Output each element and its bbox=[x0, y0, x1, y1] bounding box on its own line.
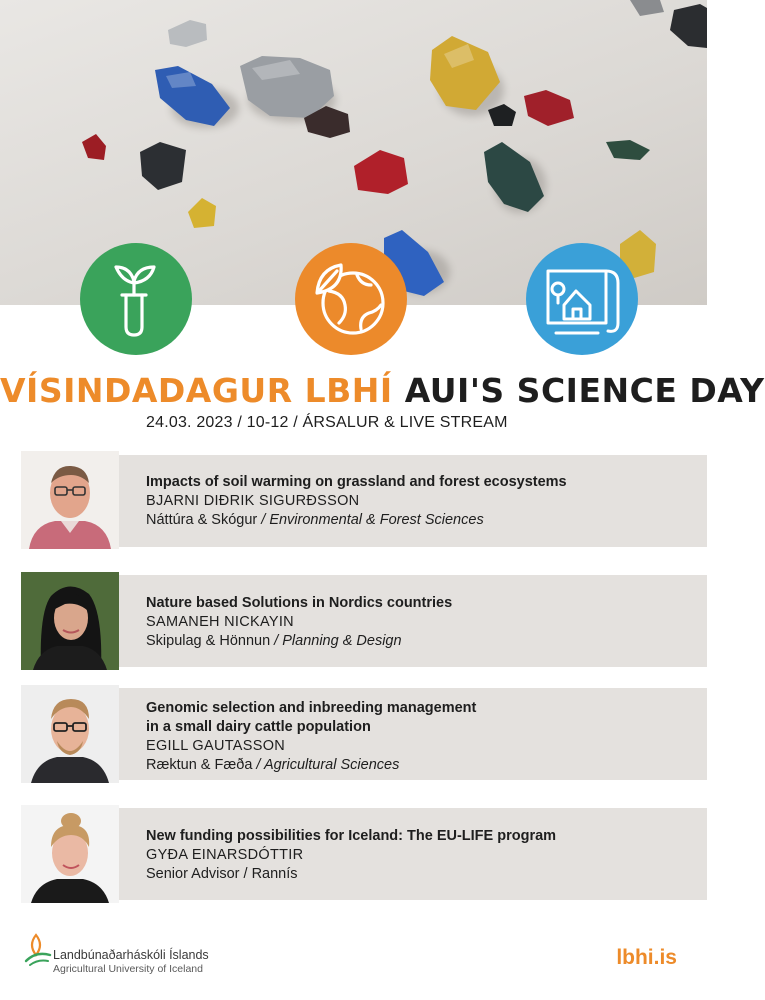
university-name-en: Agricultural University of Iceland bbox=[53, 963, 203, 975]
talk-title-line-2: in a small dairy cattle population bbox=[146, 719, 371, 735]
stone-red-2 bbox=[354, 150, 408, 194]
university-logo-icon bbox=[22, 931, 52, 971]
stone-blue bbox=[155, 66, 230, 126]
website-link[interactable]: lbhi.is bbox=[616, 946, 677, 969]
speaker-department: Ræktun & Fæða / Agricultural Sciences bbox=[146, 757, 400, 773]
speaker-name: BJARNI DIÐRIK SIGURÐSSON bbox=[146, 493, 360, 509]
stone-black bbox=[140, 142, 186, 190]
stone-red-small bbox=[82, 134, 106, 160]
talk-title: Nature based Solutions in Nordics countries bbox=[146, 595, 453, 611]
talk-title: Impacts of soil warming on grassland and forest ecosystems bbox=[146, 474, 567, 490]
leaf-globe-icon bbox=[295, 243, 407, 355]
title-english: AUI'S SCIENCE DAY bbox=[404, 371, 765, 410]
stone-green bbox=[484, 142, 544, 212]
speaker-photo bbox=[21, 685, 119, 783]
page-title bbox=[0, 371, 765, 411]
talk-title: New funding possibilities for Iceland: The EU-LIFE program bbox=[146, 828, 557, 844]
house-blueprint-icon bbox=[526, 243, 638, 355]
stone-dark-corner bbox=[670, 4, 707, 48]
speaker-department: Skipulag & Hönnun / Planning & Design bbox=[146, 633, 402, 649]
title-icelandic: VÍSINDADAGUR LBHÍ bbox=[0, 371, 393, 410]
stone-gold-small bbox=[188, 198, 216, 228]
speaker-department: Senior Advisor / Rannís bbox=[146, 866, 298, 882]
stone-red bbox=[524, 90, 574, 126]
speaker-photo bbox=[21, 572, 119, 670]
seedling-test-tube-icon bbox=[80, 243, 192, 355]
university-name-is: Landbúnaðarháskóli Íslands bbox=[53, 948, 209, 962]
event-details: 24.03. 2023 / 10-12 / ÁRSALUR & LIVE STREAM bbox=[146, 414, 508, 431]
stone-grey-top bbox=[630, 0, 664, 16]
speaker-department: Náttúra & Skógur / Environmental & Forest Sciences bbox=[146, 512, 484, 528]
speaker-photo bbox=[21, 451, 119, 549]
speaker-name: GYÐA EINARSDÓTTIR bbox=[146, 847, 304, 863]
talk-title-line-1: Genomic selection and inbreeding management bbox=[146, 700, 477, 716]
speaker-name: SAMANEH NICKAYIN bbox=[146, 614, 294, 630]
speaker-name: EGILL GAUTASSON bbox=[146, 738, 286, 754]
stone-silver bbox=[168, 20, 207, 47]
speaker-photo bbox=[21, 805, 119, 903]
stone-green-small bbox=[606, 140, 650, 160]
